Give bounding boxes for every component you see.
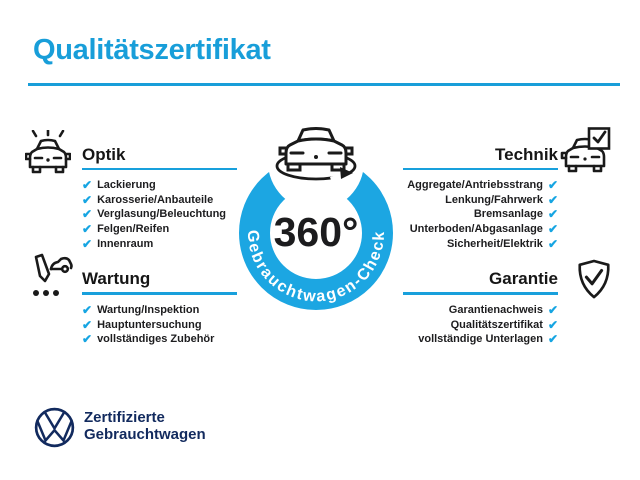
badge-360-check	[216, 118, 416, 338]
checklist-item	[418, 332, 558, 347]
item-label: Felgen/Reifen	[97, 223, 170, 236]
vw-logo	[33, 406, 76, 449]
checklist-item	[82, 318, 214, 333]
service-checklist-icon	[28, 253, 76, 299]
section-rule-optik	[82, 168, 237, 171]
check-icon: ✔	[547, 222, 558, 237]
section-rule-technik	[403, 168, 558, 171]
item-label: Garantienachweis	[448, 304, 543, 317]
item-label: Unterboden/Abgasanlage	[409, 223, 543, 236]
page-title: Qualitätszertifikat	[33, 34, 271, 66]
item-label: vollständige Unterlagen	[418, 333, 543, 346]
checklist-item	[82, 178, 226, 193]
check-icon: ✔	[82, 236, 93, 251]
car-checkbox-icon	[560, 127, 612, 175]
section-title-technik: Technik	[495, 145, 558, 164]
checklist-item	[410, 222, 558, 237]
checklist-item	[82, 193, 226, 208]
checklist-item	[449, 303, 558, 318]
checklist-item	[82, 236, 226, 251]
item-label: Bremsanlage	[473, 208, 543, 221]
check-icon: ✔	[547, 303, 558, 318]
check-icon: ✔	[82, 303, 93, 318]
checklist-item	[407, 178, 558, 193]
check-icon: ✔	[82, 317, 93, 332]
check-icon: ✔	[547, 192, 558, 207]
title-divider	[28, 83, 620, 86]
check-icon: ✔	[547, 236, 558, 251]
item-label: Sicherheit/Elektrik	[446, 237, 543, 250]
item-label: Lenkung/Fahrwerk	[445, 193, 543, 206]
item-label: Qualitätszertifikat	[450, 318, 543, 331]
check-icon: ✔	[547, 207, 558, 222]
item-label: Karosserie/Anbauteile	[97, 193, 214, 206]
checklist-item	[445, 193, 558, 208]
section-title-optik: Optik	[82, 145, 126, 164]
item-label: Hauptuntersuchung	[97, 318, 202, 331]
check-icon: ✔	[82, 192, 93, 207]
item-label: Wartung/Inspektion	[97, 304, 200, 317]
item-label: Aggregate/Antriebsstrang	[407, 179, 543, 192]
check-icon: ✔	[547, 178, 558, 193]
item-label: vollständiges Zubehör	[97, 333, 215, 346]
checklist-item	[82, 207, 226, 222]
checklist-item	[451, 318, 558, 333]
checklist-item	[82, 222, 226, 237]
item-label: Lackierung	[97, 179, 156, 192]
section-title-wartung: Wartung	[82, 269, 151, 288]
car-shine-icon	[25, 130, 71, 174]
check-icon: ✔	[82, 207, 93, 222]
checklist-item	[82, 303, 214, 318]
footer-claim-line2: Gebrauchtwagen	[84, 426, 206, 444]
wartung-item-list	[82, 303, 214, 347]
technik-item-list	[407, 178, 558, 251]
item-label: Innenraum	[97, 237, 154, 250]
checklist-item	[447, 236, 558, 251]
optik-item-list	[82, 178, 226, 251]
footer-claim-line1: Zertifizierte	[84, 409, 165, 426]
section-rule-garantie	[403, 292, 558, 295]
check-icon: ✔	[547, 332, 558, 347]
garantie-item-list	[418, 303, 558, 347]
checklist-item	[82, 332, 214, 347]
badge-ring-label: Gebrauchtwagen-Check	[243, 229, 389, 306]
check-icon: ✔	[82, 222, 93, 237]
item-label: Verglasung/Beleuchtung	[97, 208, 227, 221]
checklist-item	[474, 207, 558, 222]
check-icon: ✔	[82, 332, 93, 347]
check-icon: ✔	[547, 317, 558, 332]
check-icon: ✔	[82, 178, 93, 193]
footer-claim	[84, 409, 206, 444]
shield-check-icon	[575, 259, 613, 301]
section-rule-wartung	[82, 292, 237, 295]
section-title-garantie: Garantie	[489, 269, 558, 288]
badge-center-value: 360°	[273, 209, 359, 255]
